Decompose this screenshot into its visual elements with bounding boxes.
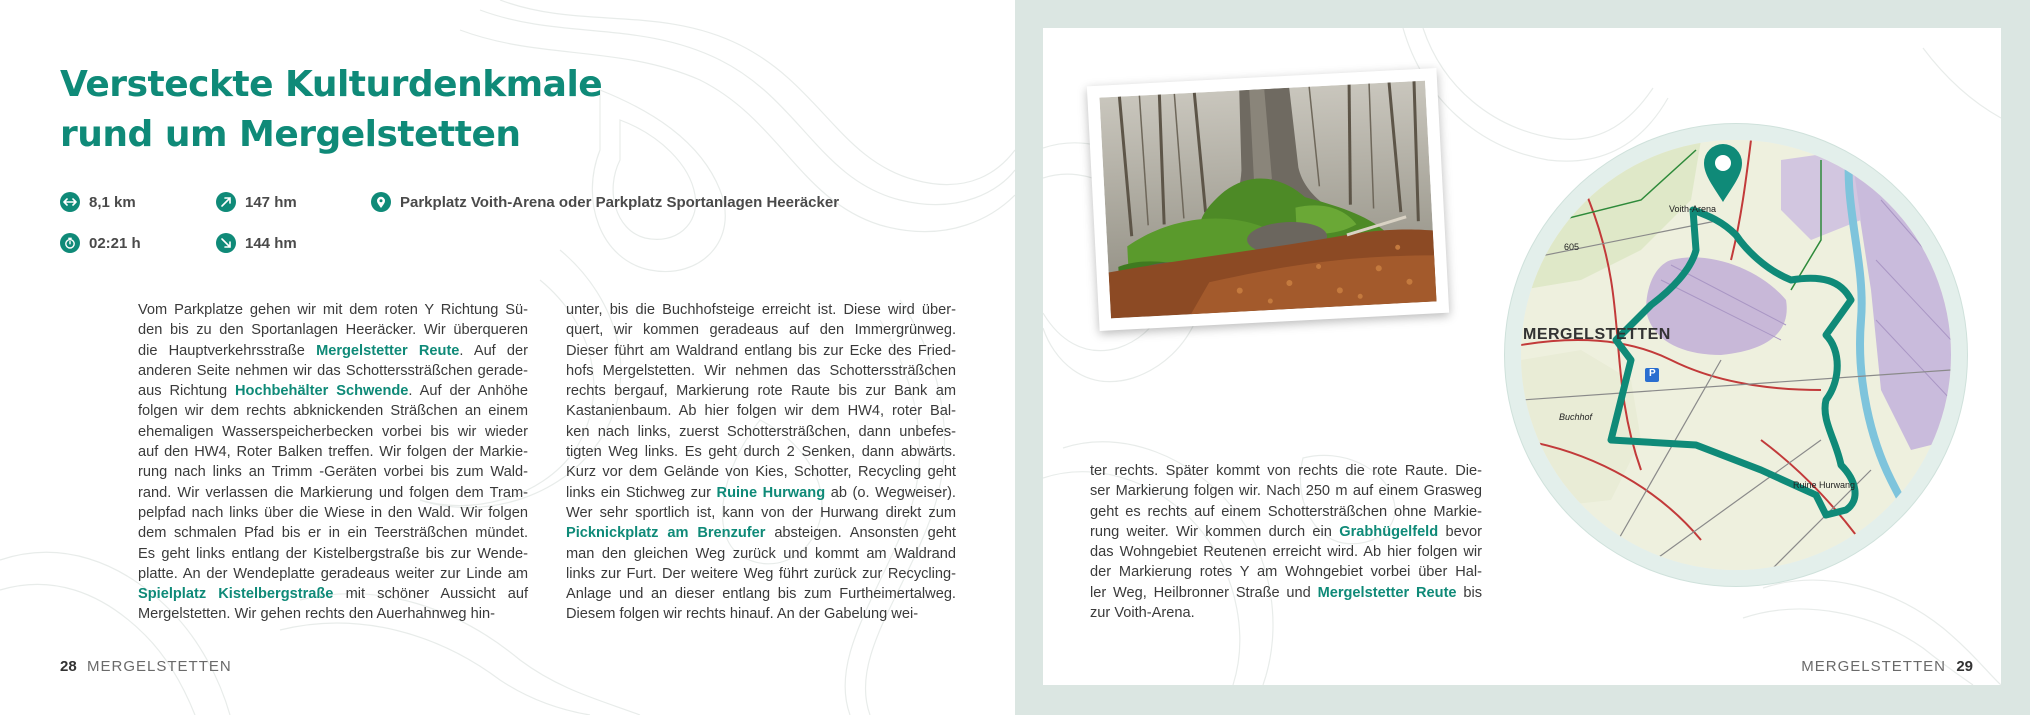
map-label-ruine: Ruine Hurwang	[1793, 480, 1856, 490]
text-run: den bis zu den Sportanlagen Heeräcker. Wir überqueren	[138, 322, 528, 339]
text-run: Wer sehr sportlich ist, kann von der Hurwang direkt zum	[566, 504, 956, 521]
arrow-up-right-icon	[216, 192, 236, 212]
text-line	[566, 300, 956, 320]
photo-image	[1099, 81, 1436, 319]
footer-left-label: MERGELSTETTEN	[87, 658, 232, 675]
text-run: Diesem folgen wir rechts hinauf. An der Gabelung wei-	[566, 606, 919, 623]
text-line	[566, 523, 956, 543]
map-graphic	[1521, 140, 1951, 570]
text-line	[138, 361, 528, 381]
text-run: zur Voith-Arena.	[1090, 605, 1195, 622]
text-run: man den gleichen Weg zurück und kommt am Waldrand	[566, 545, 956, 562]
text-line	[566, 341, 956, 361]
map-label-buchhof: Buchhof	[1559, 412, 1593, 422]
text-run: . Auf der Anhöhe	[408, 383, 528, 400]
text-line	[566, 544, 956, 564]
text-column-2	[566, 300, 956, 625]
place-highlight: Hochbehälter Schwende	[235, 383, 409, 400]
text-run: die Hauptverkehrsstraße	[138, 342, 317, 359]
text-run: unter, bis die Buchhofsteige erreicht ist. Diese wird über-	[566, 302, 956, 318]
place-highlight: Picknickplatz am Brenzufer	[566, 525, 766, 542]
text-line	[566, 584, 956, 604]
footer-right	[1801, 658, 1973, 675]
text-line	[566, 503, 956, 523]
stat-distance	[60, 191, 136, 213]
text-run: rung nach links an Trimm -Geräten vorbei bis zum Wald-	[138, 464, 528, 481]
text-run: platte. An der Wendeplatte geradeaus weiter zur Linde am	[138, 565, 528, 582]
text-line	[138, 564, 528, 584]
stat-ascent	[216, 191, 297, 213]
text-run: dem schmalen Pfad bis er in ein Teersträßchen mündet.	[138, 525, 528, 542]
text-line	[566, 442, 956, 462]
map-label-605: 605	[1564, 242, 1580, 252]
text-line	[138, 401, 528, 421]
text-run: rand. Wir verlassen die Markierung und folgen dem Tram-	[138, 484, 528, 501]
text-run: Es geht links entlang der Kistelbergstraße bis zur Wende-	[138, 545, 528, 562]
map-label-voith: Voith-Arena	[1669, 204, 1717, 214]
map-pin-icon	[371, 192, 391, 212]
text-line	[138, 523, 528, 543]
text-line	[138, 584, 528, 604]
text-run: Dieser führt am Waldrand entlang bis zur Ecke des Fried-	[566, 342, 956, 359]
map-town-label: MERGELSTETTEN	[1523, 326, 1671, 343]
text-line	[138, 503, 528, 523]
arrows-horizontal-icon	[60, 192, 80, 212]
stat-duration-value: 02:21 h	[89, 234, 141, 252]
text-line	[138, 320, 528, 340]
arrow-down-right-icon	[216, 233, 236, 253]
text-run: bevor	[1438, 523, 1483, 540]
text-run: quert, wir kommen geradeaus auf den Immergrünweg.	[566, 322, 956, 339]
text-run: aus Richtung	[138, 383, 236, 400]
text-run: Vom Parkplatze gehen wir mit dem roten Y Richtung Sü-	[138, 302, 528, 318]
text-line	[566, 381, 956, 401]
title-line-1: Versteckte Kulturdenkmale	[60, 64, 603, 105]
text-run: ehemaligen Wasserspeicherbecken vorbei bis wir wieder	[138, 423, 528, 440]
text-run: mit schöner Aussicht auf	[333, 586, 529, 603]
text-run: Kurz vor dem Gelände von Kies, Schotter, Recycling geht	[566, 464, 956, 481]
text-line	[1090, 603, 1482, 623]
text-run: folgen wir dem rechts abknickenden Sträßchen an einem	[138, 403, 528, 420]
text-run: der Markierung rotes Y am Wohngebiet vorbei über Hal-	[1090, 564, 1482, 581]
text-line	[1090, 461, 1482, 481]
text-line	[566, 422, 956, 442]
text-run: Kastanienbaum. Ab hier folgen wir dem HW4, roter Bal-	[566, 403, 956, 420]
stat-descent-value: 144 hm	[245, 234, 297, 252]
stat-duration	[60, 232, 141, 254]
map-parking-label: P	[1649, 368, 1656, 379]
page-number-left: 28	[60, 658, 77, 675]
text-run: das Wohngebiet Reutenen erreicht wird. Ab hier folgen wir	[1090, 544, 1482, 561]
text-run: ler Weg, Heilbronner Straße und	[1090, 584, 1318, 601]
text-line	[566, 462, 956, 482]
text-run: rechts bergauf, Markierung rote Raute bis zur Bank am	[566, 383, 956, 400]
text-line	[138, 341, 528, 361]
place-highlight: Grabhügelfeld	[1339, 523, 1439, 540]
text-run: anderen Seite nehmen wir das Schotterssträßchen gerade-	[138, 362, 528, 379]
text-line	[566, 361, 956, 381]
text-run: pelpfad nach links über die Wiese in den Wald. Wir folgen	[138, 504, 528, 521]
text-line	[1090, 502, 1482, 522]
text-line	[566, 564, 956, 584]
text-line	[1090, 542, 1482, 562]
text-line	[566, 604, 956, 624]
text-line	[138, 604, 528, 624]
text-column-1	[138, 300, 528, 625]
text-run: . Auf der	[459, 342, 528, 359]
text-line	[138, 422, 528, 442]
place-highlight: Spielplatz Kistelbergstraße	[138, 586, 334, 603]
text-line	[138, 381, 528, 401]
stat-distance-value: 8,1 km	[89, 193, 136, 211]
text-run: links ein Stichweg zur	[566, 484, 717, 501]
place-highlight: Mergelstetter Reute	[1317, 584, 1457, 601]
text-line	[566, 401, 956, 421]
text-run: Anlage und an dieser entlang bis zum Furtheimertalweg.	[566, 586, 956, 603]
place-highlight: Mergelstetter Reute	[316, 342, 460, 359]
text-run: absteigen. Ansonsten geht	[765, 525, 956, 542]
stat-start-value: Parkplatz Voith-Arena oder Parkplatz Sportanlagen Heeräcker	[400, 193, 840, 211]
text-column-3	[1090, 461, 1482, 623]
page-title	[60, 60, 760, 160]
text-run: rung weiter. Wir kommen durch ein	[1090, 523, 1340, 540]
text-line	[566, 483, 956, 503]
text-line	[1090, 522, 1482, 542]
stopwatch-icon	[60, 233, 80, 253]
text-run: ab (o. Wegweiser).	[825, 484, 956, 501]
text-line	[1090, 583, 1482, 603]
stat-descent	[216, 232, 297, 254]
map-pin-icon	[1700, 142, 1746, 204]
place-highlight: Ruine Hurwang	[716, 484, 826, 501]
page-number-right: 29	[1956, 658, 1973, 675]
stat-start	[371, 191, 839, 213]
footer-right-label: MERGELSTETTEN	[1801, 658, 1946, 675]
text-line	[138, 300, 528, 320]
text-run: ter rechts. Später kommt von rechts die rote Raute. Die-	[1090, 463, 1482, 479]
text-line	[1090, 481, 1482, 501]
text-run: auf den HW4, Roter Balken treffen. Wir folgen der Markie-	[138, 444, 528, 461]
title-line-2: rund um Mergelstetten	[60, 114, 521, 155]
photo-mossy-tree	[1087, 68, 1449, 331]
text-run: hofs Mergelstetten. Wir nehmen das Schotterssträßchen	[566, 362, 956, 379]
text-run: bis	[1456, 584, 1482, 601]
text-run: ser Markierung folgen wir. Nach 250 m auf einem Grasweg	[1090, 483, 1482, 500]
text-line	[1090, 562, 1482, 582]
route-map-disc	[1521, 140, 1951, 570]
text-run: links zur Furt. Der weitere Weg führt zurück zur Recycling-	[566, 565, 956, 582]
footer-left	[60, 658, 232, 675]
text-line	[138, 544, 528, 564]
text-line	[138, 442, 528, 462]
text-run: tigten Weg links. Es geht durch 2 Senken, dann abwärts.	[566, 444, 956, 461]
text-line	[138, 483, 528, 503]
text-line	[566, 320, 956, 340]
text-run: ken nach links, zuerst Schottersträßchen, dann unbefes-	[566, 423, 956, 440]
text-run: Mergelstetten. Wir gehen rechts den Auerhahnweg hin-	[138, 606, 495, 623]
text-line	[138, 462, 528, 482]
stat-ascent-value: 147 hm	[245, 193, 297, 211]
text-run: geht es rechts auf einem Schottersträßchen ohne Markie-	[1090, 503, 1482, 520]
